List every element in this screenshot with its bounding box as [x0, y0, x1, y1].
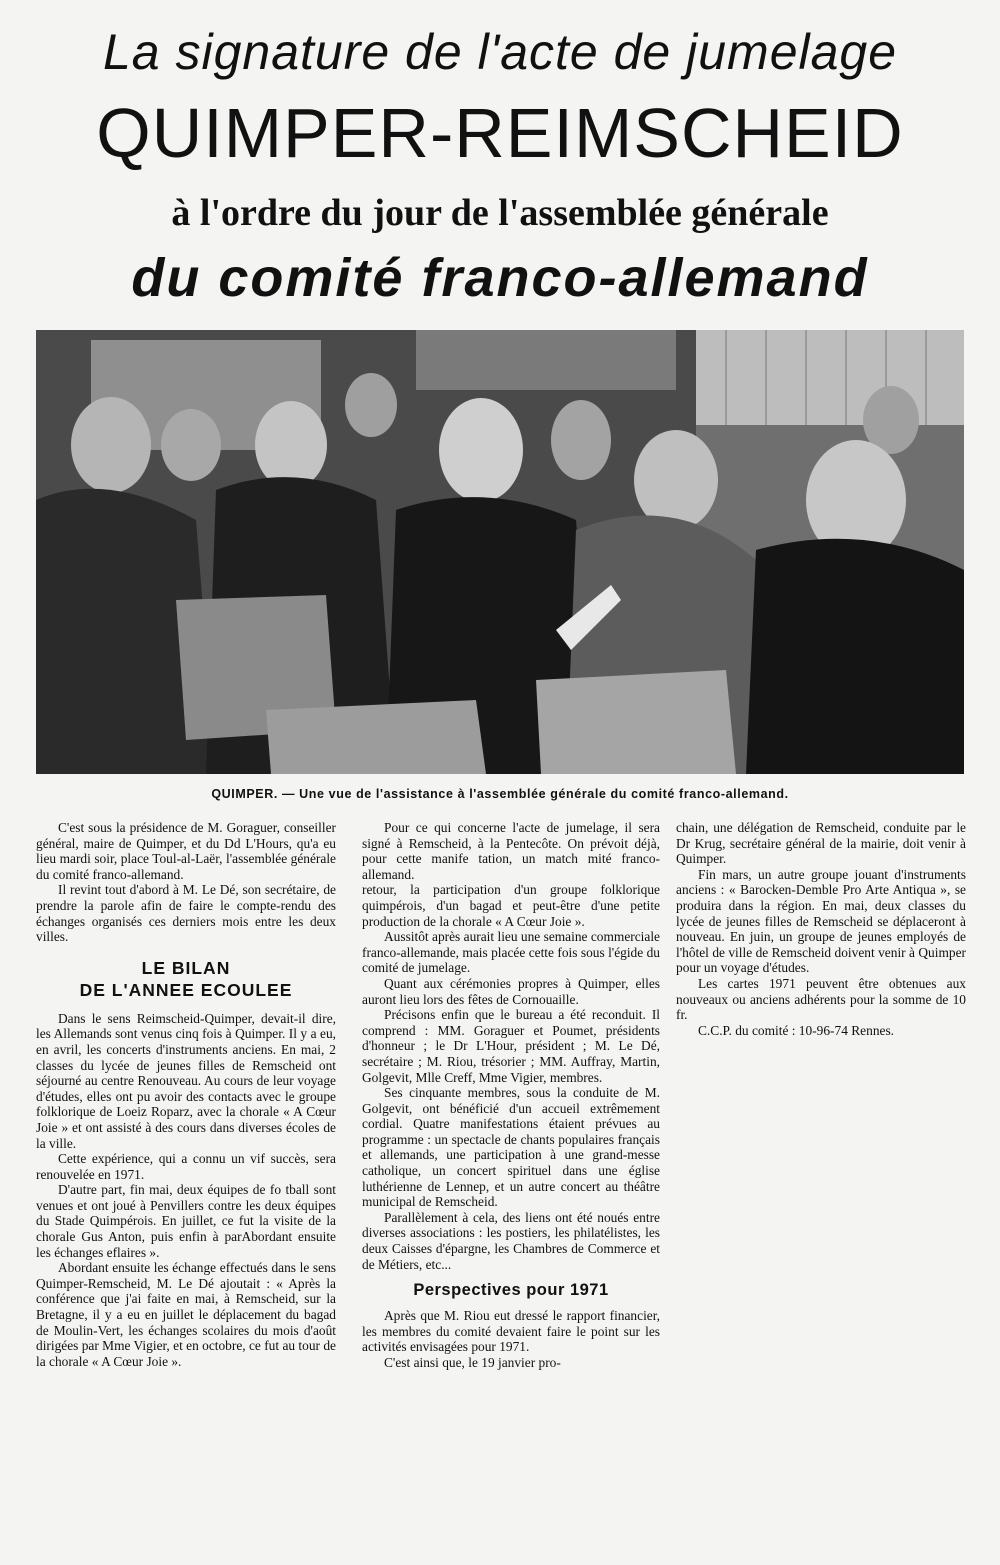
paragraph: Pour ce qui concerne l'acte de jumelage, il sera signé à Remscheid, à la Pentecôte. On prévoit déjà, pour cette manife tation, un match mité franco-allemand.: [362, 820, 660, 882]
paragraph: Cette expérience, qui a connu un vif succès, sera renouvelée en 1971.: [36, 1151, 336, 1182]
headline-line-4: du comité franco-allemand: [131, 248, 869, 308]
paragraph: Fin mars, un autre groupe jouant d'instruments anciens : « Barocken-Demble Pro Arte Antiqua », se produira dans la région. En mai, deux classes du lycée de jeunes filles de Remscheid se déplaceront à nouveau. En juin, un groupe de jeunes employés de l'hôtel de ville de Remscheid doivent venir à Quimper pour un voyage d'études.: [676, 866, 966, 976]
article-column-3: [676, 820, 966, 1120]
paragraph: retour, la participation d'un groupe folklorique quimpérois, d'un bagad et peut-être d'une petite production de la chorale « A Cœur Joie ».: [362, 882, 660, 929]
paragraph: Aussitôt après aurait lieu une semaine commerciale franco-allemande, mais placée cette fois sous l'égide du comité de jumelage.: [362, 929, 660, 976]
subheading-bilan: [36, 957, 336, 1001]
article-column-1: [36, 820, 336, 1542]
paragraph: Il revint tout d'abord à M. Le Dé, son secrétaire, de prendre la parole afin de faire le compte-rendu des échanges organisés ces derniers mois entre les deux villes.: [36, 882, 336, 945]
headline-line-1: La signature de l'acte de jumelage: [102, 24, 898, 80]
paragraph: Ses cinquante membres, sous la conduite de M. Golgevit, ont bénéficié d'un accueil extrêmement cordial. Quatre manifestations étaient prévues au programme : un spectacle de chants populaires français et allemands, une participation à une grand-messe catholique, un concert spirituel dans une église luthérienne de Lennep, et un autre concert au théâtre municipal de Remscheid.: [362, 1085, 660, 1210]
paragraph: C'est ainsi que, le 19 janvier pro-: [384, 1355, 561, 1370]
assembly-photo-illustration: [36, 330, 964, 774]
subheading-perspectives: Perspectives pour 1971: [413, 1281, 609, 1300]
paragraph: Les cartes 1971 peuvent être obtenues aux nouveaux ou anciens adhérents pour la somme de 10 fr.: [676, 975, 966, 1023]
headline-line-2: QUIMPER-REIMSCHEID: [96, 94, 904, 172]
headline-line-3: à l'ordre du jour de l'assemblée générale: [171, 192, 829, 234]
paragraph: Après que M. Riou eut dressé le rapport financier, les membres du comité devaient faire le point sur les activités envisagées pour 1971.: [362, 1308, 660, 1355]
subheading-line: LE BILAN: [141, 957, 231, 978]
photo-caption: QUIMPER. — Une vue de l'assistance à l'assemblée générale du comité franco-allemand.: [211, 787, 789, 801]
paragraph: C'est sous la présidence de M. Goraguer, conseiller général, maire de Quimper, et du Dd L'Hours, qu'a eu lieu mardi soir, place Toul-al-Laër, l'assemblée générale du comité franco-allemand.: [36, 820, 336, 882]
article-column-2: [362, 820, 660, 1542]
paragraph: Quant aux cérémonies propres à Quimper, elles auront lieu lors des fêtes de Cornouaille.: [362, 975, 660, 1007]
paragraph: Abordant ensuite les échange effectués dans le sens Quimper-Remscheid, M. Le Dé ajoutait : « Après la conférence que j'ai faite en mai, à Remscheid, sur la Bretagne, il y a eu en juillet le déplacement du bagad de Moulin-Vert, les échanges scolaires du mois d'août dirigées par Mme Vigier, et en octobre, ce fut au tour de la chorale « A Cœur Joie ».: [36, 1260, 336, 1369]
paragraph: Dans le sens Reimscheid-Quimper, devait-il dire, les Allemands sont venus cinq fois à Quimper. Il y a eu, en avril, les concerts d'instruments anciens. En mai, 2 classes du lycée de jeunes filles de Remscheid ont séjourné au centre Renouveau. Au cours de leur voyage d'études, elles ont pu avoir des contacts avec le groupe folklorique de Loeiz Roparz, avec la chorale « A Cœur Joie » et ont assisté à des cours dans diverses écoles de la ville.: [36, 1010, 336, 1151]
paragraph: D'autre part, fin mai, deux équipes de fo tball sont venues et ont joué à Penvillers contre les deux équipes du Stade Quimpérois. En juillet, ce fut la visite de la chorale Gus Anton, puis enfin à parAbordant ensuite les échanges eflaires ».: [36, 1182, 336, 1260]
paragraph: C.C.P. du comité : 10-96-74 Rennes.: [698, 1022, 895, 1038]
paragraph: chain, une délégation de Remscheid, conduite par le Dr Krug, secrétaire général de la mairie, doit venir à Quimper.: [676, 820, 966, 867]
assembly-photo: [36, 330, 964, 774]
paragraph: Parallèlement à cela, des liens ont été noués entre diverses associations : les postiers, les philatélistes, les deux Caisses d'épargne, les Chambres de Commerce et de Métiers, etc...: [362, 1209, 660, 1272]
paragraph: Précisons enfin que le bureau a été reconduit. Il comprend : MM. Goraguer et Poumet, présidents d'honneur ; le Dr L'Hour, président ; M. Le Dé, secrétaire ; M. Riou, trésorier ; MM. Auffray, Martin, Golgevit, Mlle Creff, Mme Vigier, membres.: [362, 1007, 660, 1085]
subheading-line: DE L'ANNEE ECOULEE: [79, 979, 293, 1000]
